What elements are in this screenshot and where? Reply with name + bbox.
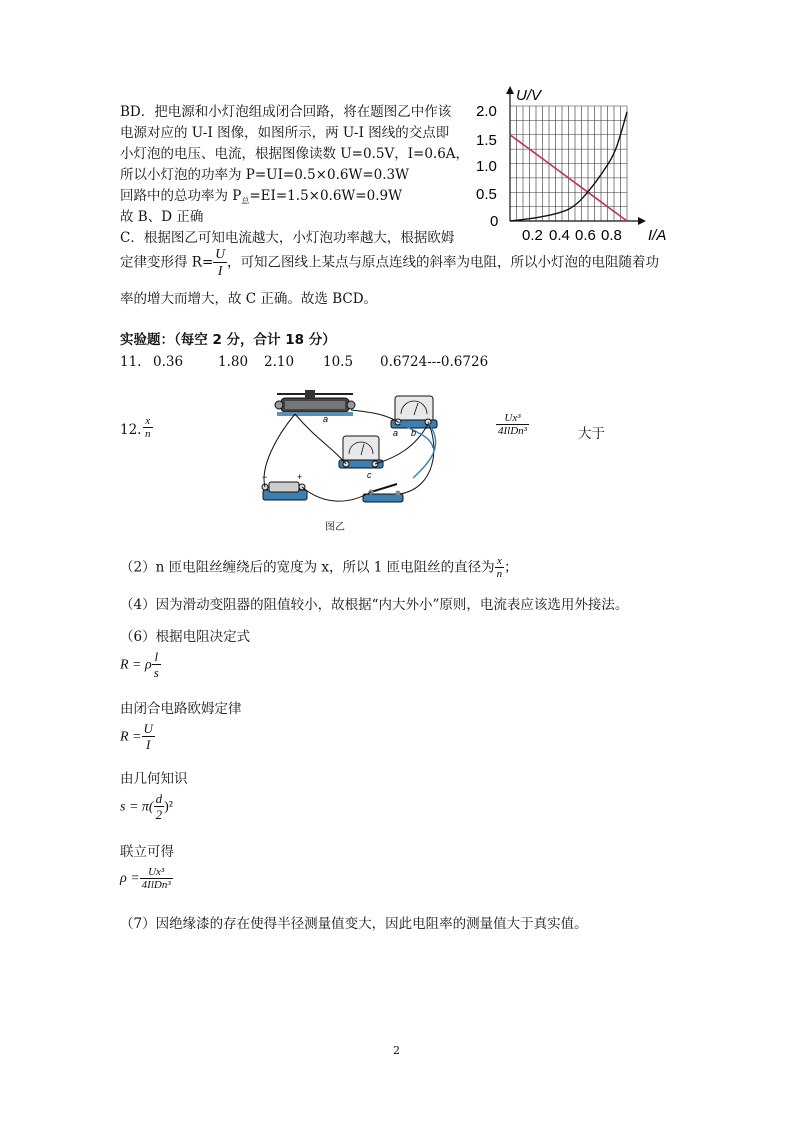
equation-ohm: R = $\frac{U}{I}$ — [120, 721, 153, 753]
q11-answer: 10.5 — [323, 354, 354, 370]
y-axis-arrow — [506, 86, 514, 94]
answer-bd-line2: 电源对应的 U-I 图像，如图所示，两 U-I 图线的交点即 — [120, 125, 450, 141]
battery-image — [262, 482, 307, 500]
graph-grid — [510, 106, 627, 221]
text-combine: 联立可得 — [120, 844, 174, 860]
rheostat-image — [275, 390, 355, 416]
explanation-2: （2）n 匝电阻丝缠绕后的宽度为 x，所以 1 匝电阻丝的直径为 $\frac{x}{n}$ ； — [120, 555, 518, 581]
label-plus: + — [297, 472, 303, 482]
x-axis-arrow — [638, 217, 646, 225]
q12-answer-3: 大于 — [578, 426, 605, 442]
wire — [295, 414, 346, 464]
label-minus: − — [262, 472, 268, 482]
answer-bd-line1: BD．把电源和小灯泡组成闭合回路，将在题图乙中作该 — [120, 104, 452, 120]
q12-rho-fraction: $\frac{\text{Ux³}}{\text{4IlDn³}}$ — [498, 412, 527, 438]
y-tick-label: 1.5 — [476, 132, 497, 149]
q11-answer: 1.80 — [218, 354, 249, 370]
q12-number: 12. — [120, 422, 142, 438]
y-axis-label: U/V — [516, 87, 542, 104]
wire — [302, 487, 371, 501]
label-b: b — [411, 428, 417, 438]
answer-c-line3: 率的增大而增大，故 C 正确。故选 BCD。 — [120, 291, 378, 307]
x-tick-label: 0.8 — [601, 227, 622, 244]
y-tick-label: 0.5 — [476, 186, 497, 203]
label-a1: a — [323, 414, 329, 424]
y-tick-label: 0 — [490, 213, 499, 230]
equation-resistance-law: R = ρ $\frac{l}{s}$ — [120, 649, 159, 681]
answer-bd-line5: 回路中的总功率为 $P_总=EI=1.5\times 0.6W=0.9W$ — [120, 188, 402, 206]
experiment-heading: 实验题：（每空 2 分，合计 18 分） — [120, 332, 336, 348]
answer-bd-line3: 小灯泡的电压、电流，根据图像读数 U=0.5V，I=0.6A， — [120, 146, 470, 162]
wire — [264, 414, 295, 487]
q11-answer: 0.6724---0.6726 — [380, 354, 489, 370]
q11-answer: 0.36 — [153, 354, 184, 370]
explanation-4: （4）因为滑动变阻器的阻值较小，故根据“内大外小”原则，电流表应该选用外接法。 — [120, 597, 629, 613]
text-geometry: 由几何知识 — [120, 771, 188, 787]
answer-bd-line6: 故 B、D 正确 — [120, 209, 204, 225]
label-a2: a — [393, 428, 399, 438]
y-tick-label: 1.0 — [476, 158, 497, 175]
figure-caption: 图乙 — [325, 522, 345, 533]
circuit-figure — [255, 388, 445, 514]
answer-c-line2: 定律变形得 R= $\frac{U}{I}$ ，可知乙图线上某点与原点连线的斜率为电阻，所以小灯泡的电阻随着功 — [120, 246, 660, 278]
equation-area: s = π( $\frac{d}{2}$ )² — [120, 791, 173, 823]
x-tick-label: 0.4 — [549, 227, 570, 244]
answer-bd-line4: 所以小灯泡的功率为 P=UI=0.5×0.6W=0.3W — [120, 167, 409, 183]
q12-answer-fraction: $\frac{x}{n}$ — [145, 415, 151, 441]
answer-c-line1: C．根据图乙可知电流越大，小灯泡功率越大，根据欧姆 — [120, 230, 455, 246]
ammeter-image — [391, 396, 437, 428]
x-tick-label: 0.6 — [575, 227, 596, 244]
x-tick-label: 0.2 — [522, 227, 543, 244]
q11-number: 11. — [120, 354, 142, 370]
r-equals-u-over-i-fraction: $\frac{U}{I}$ — [215, 246, 226, 278]
u-i-graph — [470, 82, 680, 247]
y-tick-label: 2.0 — [476, 103, 497, 120]
q11-answer: 2.10 — [264, 354, 295, 370]
equation-resistivity: ρ = $\frac{\text{Ux³}}{\text{4IlDn³}}$ — [120, 866, 171, 892]
wire — [351, 410, 398, 422]
explanation-6: （6）根据电阻决定式 — [120, 629, 251, 645]
explanation-7: （7）因绝缘漆的存在使得半径测量值变大，因此电阻率的测量值大于真实值。 — [120, 916, 588, 932]
wire — [375, 424, 428, 464]
x-axis-label: I/A — [648, 227, 667, 244]
label-c: c — [367, 470, 372, 480]
wire — [400, 422, 434, 494]
page-number: 2 — [393, 1044, 400, 1057]
text-ohm-law: 由闭合电路欧姆定律 — [120, 701, 242, 717]
